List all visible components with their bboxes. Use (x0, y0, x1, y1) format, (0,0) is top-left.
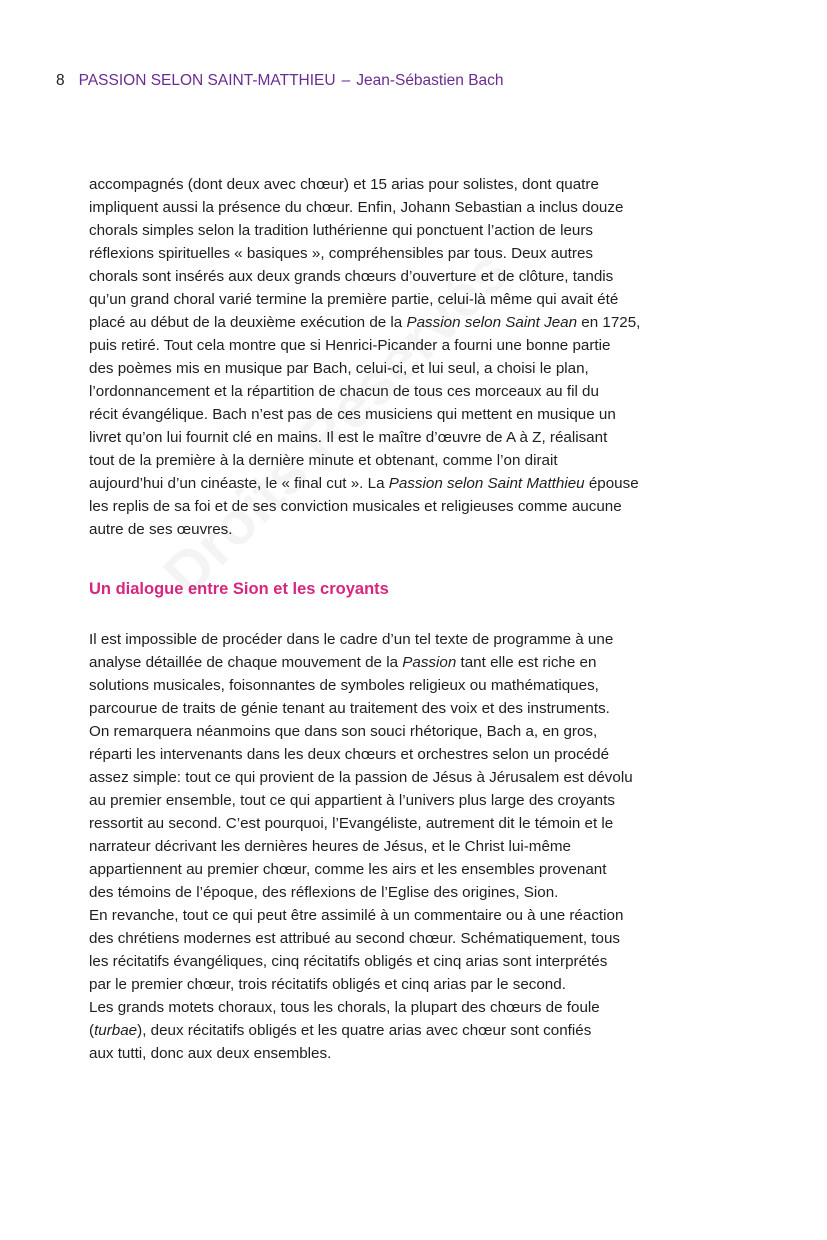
text-run: Les grands motets choraux, tous les chorals, la plupart des chœurs de foule (89, 999, 600, 1016)
text-line (89, 674, 749, 697)
text-run: narrateur décrivant les dernières heures de Jésus, et le Christ lui-même (89, 838, 571, 855)
text-line (89, 904, 749, 927)
text-run: ), deux récitatifs obligés et les quatre arias avec chœur sont confiés (137, 1022, 592, 1039)
text-run: des chrétiens modernes est attribué au second chœur. Schématiquement, tous (89, 930, 621, 947)
header-separator: – (341, 72, 351, 89)
text-run: des témoins de l’époque, des réflexions de l’Eglise des origines, Sion. (89, 884, 559, 901)
text-run: les replis de sa foi et de ses conviction musicales et religieuses comme aucune (89, 498, 622, 515)
text-line (89, 628, 749, 651)
text-line (89, 426, 749, 449)
italic-title: Passion selon Saint Matthieu (388, 475, 585, 492)
text-run: au premier ensemble, tout ce qui appartient à l’univers plus large des croyants (89, 792, 615, 809)
text-line (89, 472, 749, 495)
text-run: réparti les intervenants dans les deux chœurs et orchestres selon un procédé (89, 746, 610, 763)
text-run: qu’un grand choral varié termine la première partie, celui-là même qui avait été (89, 291, 619, 308)
text-run: On remarquera néanmoins que dans son souci rhétorique, Bach a, en gros, (89, 723, 598, 740)
text-run: livret qu’on lui fournit clé en mains. Il est le maître d’œuvre de A à Z, réalisant (89, 429, 608, 446)
text-run: en 1725, (577, 314, 641, 331)
text-line (89, 265, 749, 288)
text-run: ressortit au second. C’est pourquoi, l’Evangéliste, autrement dit le témoin et le (89, 815, 614, 832)
text-line (89, 334, 749, 357)
text-run: chorals sont insérés aux deux grands chœurs d’ouverture et de clôture, tandis (89, 268, 614, 285)
text-line (89, 242, 749, 265)
text-line (89, 996, 749, 1019)
page-number: 8 (56, 72, 65, 89)
text-run: récit évangélique. Bach n’est pas de ces musiciens qui mettent en musique un (89, 406, 616, 423)
text-line (89, 518, 749, 541)
text-run: impliquent aussi la présence du chœur. Enfin, Johann Sebastian a inclus douze (89, 199, 624, 216)
text-run: accompagnés (dont deux avec chœur) et 15 arias pour solistes, dont quatre (89, 176, 599, 193)
text-run: aux tutti, donc aux deux ensembles. (89, 1045, 332, 1062)
italic-title: Passion (402, 654, 457, 671)
running-header (56, 72, 504, 90)
text-line (89, 173, 749, 196)
text-line (89, 1042, 749, 1065)
text-run: parcourue de traits de génie tenant au traitement des voix et des instruments. (89, 700, 610, 717)
text-run: assez simple: tout ce qui provient de la passion de Jésus à Jérusalem est dévolu (89, 769, 633, 786)
text-line (89, 1019, 749, 1042)
text-line (89, 311, 749, 334)
text-line (89, 812, 749, 835)
text-run: tout de la première à la dernière minute et obtenant, comme l’on dirait (89, 452, 558, 469)
text-line (89, 196, 749, 219)
text-line (89, 288, 749, 311)
text-run: Il est impossible de procéder dans le cadre d’un tel texte de programme à une (89, 631, 614, 648)
text-line (89, 766, 749, 789)
text-run: puis retiré. Tout cela montre que si Henrici-Picander a fourni une bonne partie (89, 337, 611, 354)
text-run: ( (89, 1022, 95, 1039)
text-line (89, 403, 749, 426)
text-line (89, 881, 749, 904)
text-run: épouse (584, 475, 639, 492)
text-run: solutions musicales, foisonnantes de symboles religieux ou mathématiques, (89, 677, 599, 694)
text-run: l’ordonnancement et la répartition de chacun de tous ces morceaux au fil du (89, 383, 599, 400)
text-line (89, 449, 749, 472)
text-line (89, 219, 749, 242)
paragraph-intro (89, 173, 749, 541)
text-line (89, 973, 749, 996)
header-title: PASSION SELON SAINT-MATTHIEU (78, 72, 336, 89)
text-run: les récitatifs évangéliques, cinq récitatifs obligés et cinq arias sont interprétés (89, 953, 608, 970)
text-line (89, 495, 749, 518)
text-line (89, 835, 749, 858)
paragraph-dialogue (89, 628, 749, 1065)
text-line (89, 697, 749, 720)
text-run: des poèmes mis en musique par Bach, celui-ci, et lui seul, a choisi le plan, (89, 360, 589, 377)
text-run: En revanche, tout ce qui peut être assimilé à un commentaire ou à une réaction (89, 907, 624, 924)
text-line (89, 357, 749, 380)
text-line (89, 858, 749, 881)
text-run: chorals simples selon la tradition luthérienne qui ponctuent l’action de leurs (89, 222, 594, 239)
text-run: aujourd’hui d’un cinéaste, le « final cut ». La (89, 475, 389, 492)
text-line (89, 651, 749, 674)
text-run: appartiennent au premier chœur, comme les airs et les ensembles provenant (89, 861, 607, 878)
italic-title: turbae (94, 1022, 138, 1039)
text-line (89, 927, 749, 950)
section-heading: Un dialogue entre Sion et les croyants (89, 580, 389, 598)
text-line (89, 743, 749, 766)
text-run: tant elle est riche en (456, 654, 597, 671)
text-run: réflexions spirituelles « basiques », compréhensibles par tous. Deux autres (89, 245, 593, 262)
text-run: placé au début de la deuxième exécution de la (89, 314, 407, 331)
text-line (89, 720, 749, 743)
text-line (89, 380, 749, 403)
header-author: Jean-Sébastien Bach (356, 72, 504, 89)
italic-title: Passion selon Saint Jean (406, 314, 578, 331)
text-run: autre de ses œuvres. (89, 521, 233, 538)
text-line (89, 789, 749, 812)
text-line (89, 950, 749, 973)
text-run: analyse détaillée de chaque mouvement de la (89, 654, 403, 671)
text-run: par le premier chœur, trois récitatifs obligés et cinq arias par le second. (89, 976, 566, 993)
